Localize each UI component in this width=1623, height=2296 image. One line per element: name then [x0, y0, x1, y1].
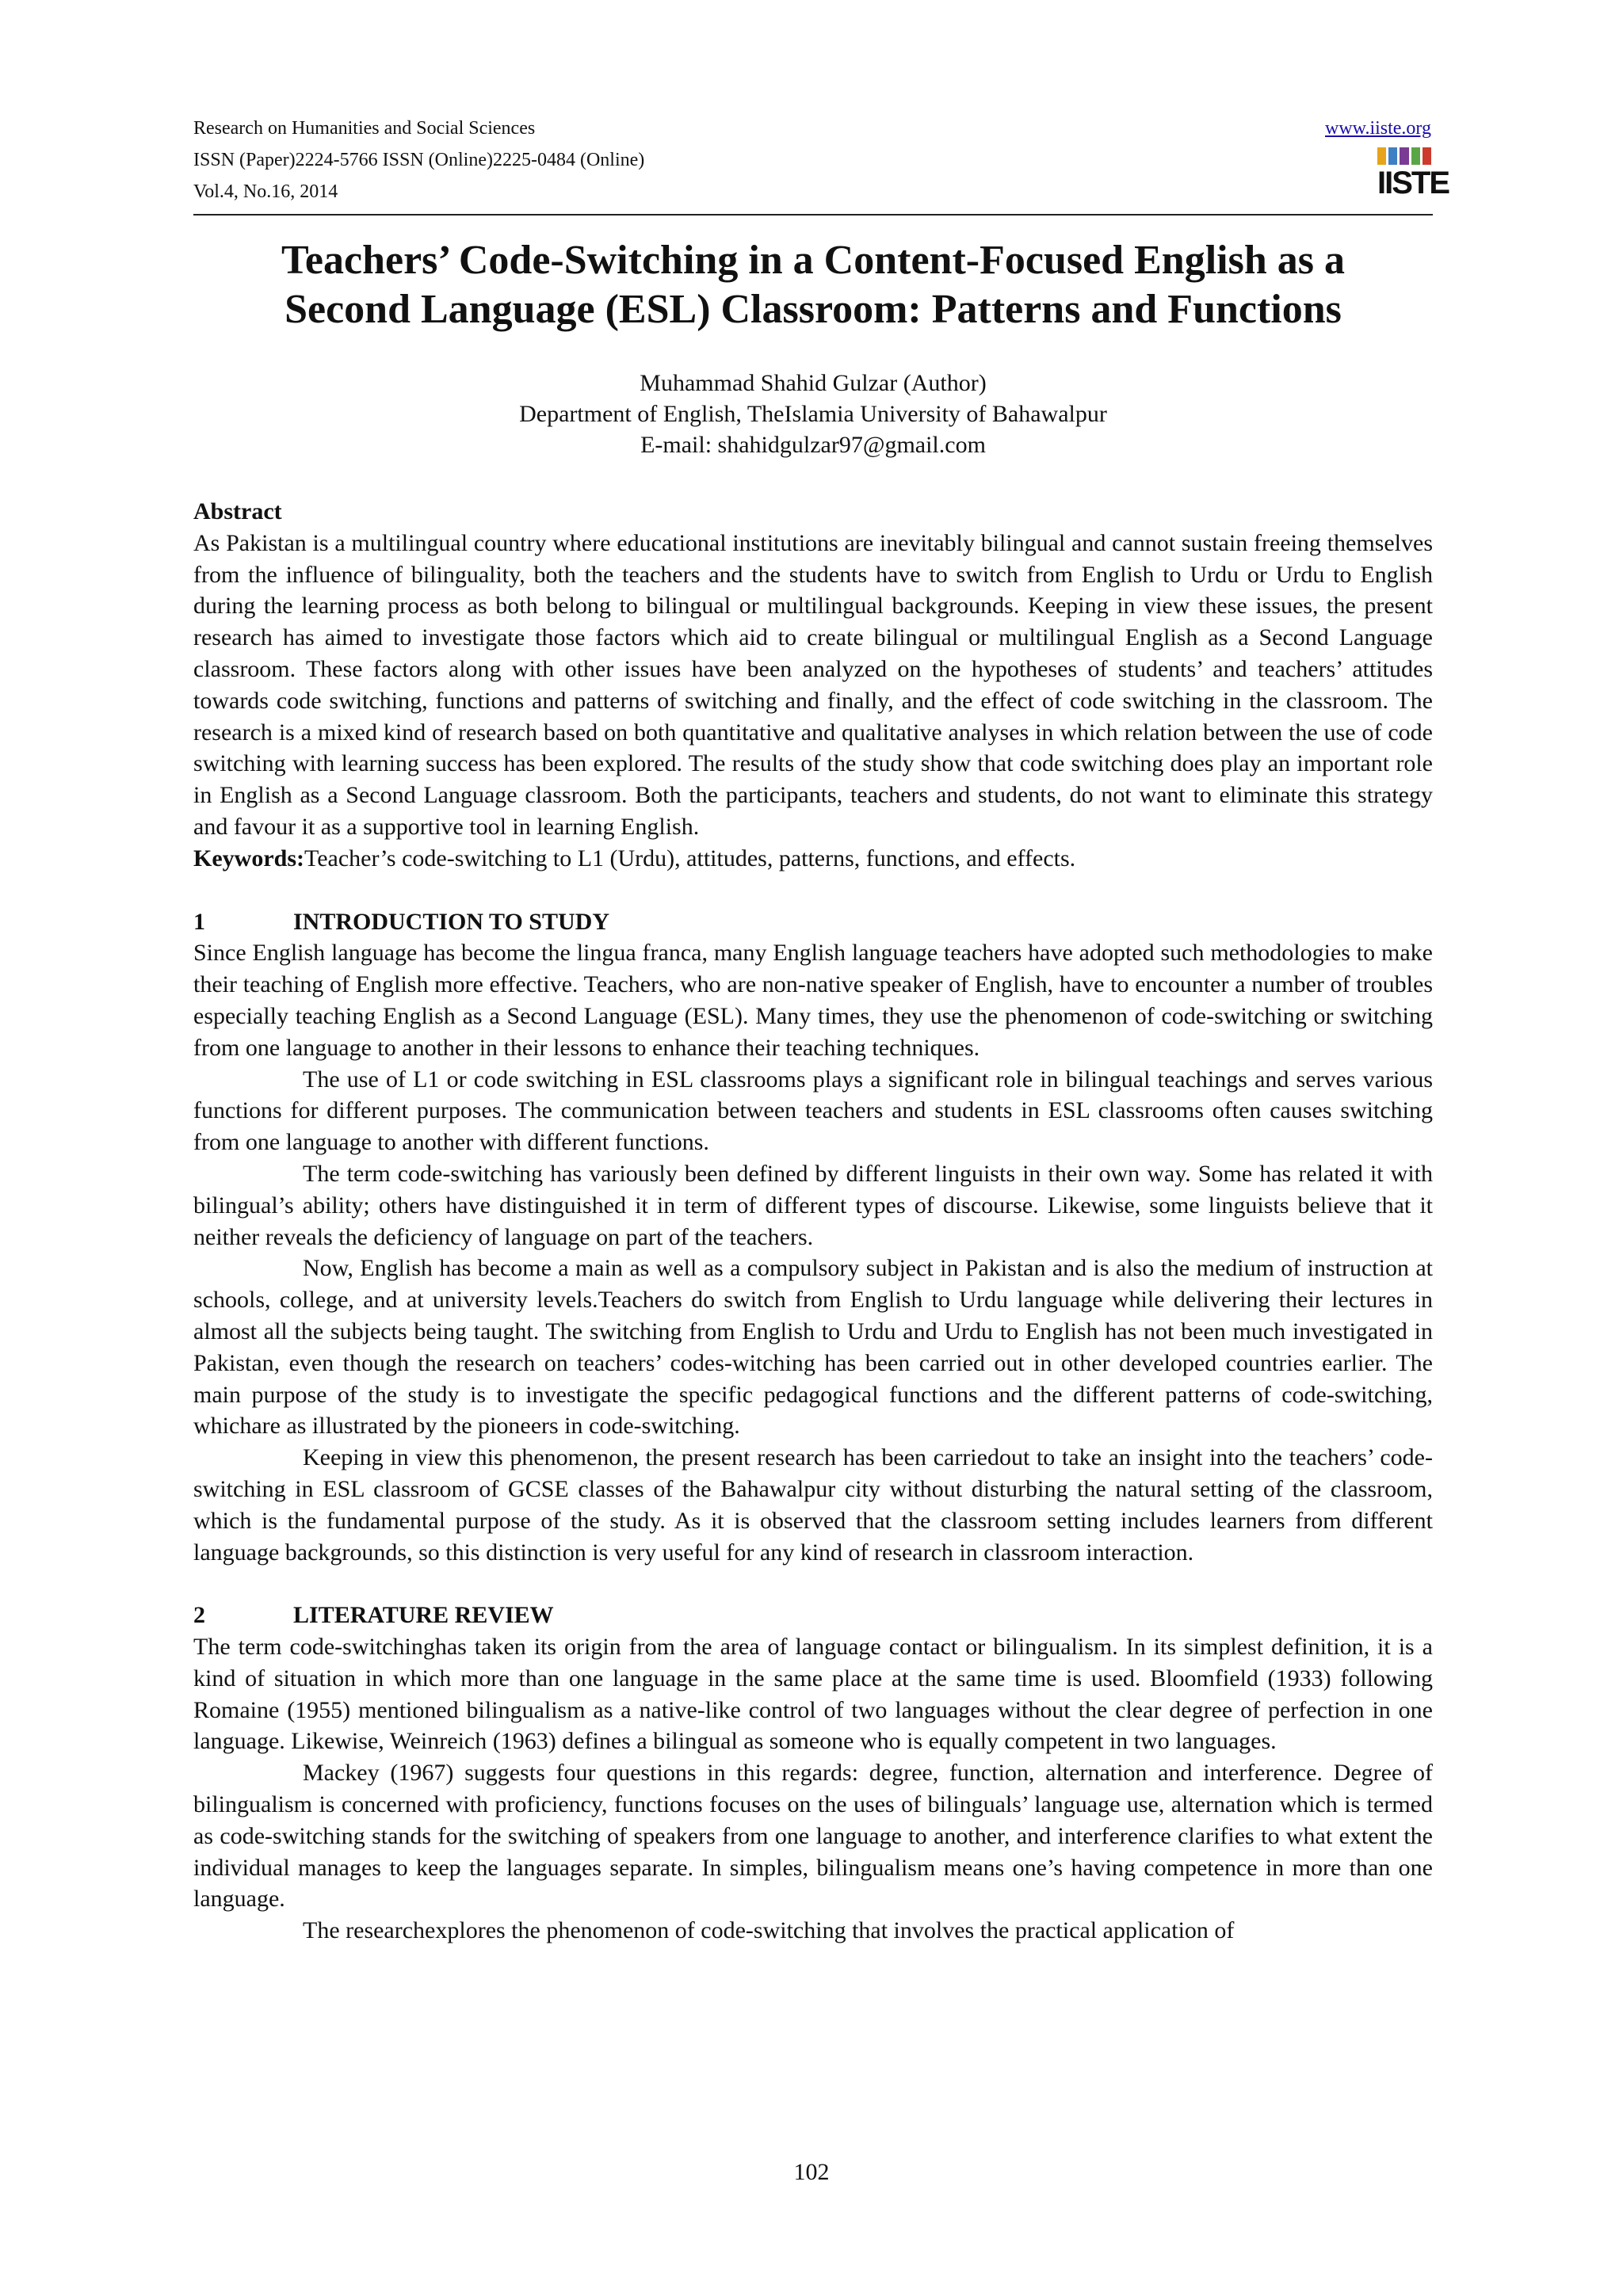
title-line-2: Second Language (ESL) Classroom: Patterns and Functions [285, 287, 1342, 332]
iiste-logo [1377, 147, 1449, 203]
paragraph: Keeping in view this phenomenon, the present research has been carriedout to take an insight into the teachers’ code-switching in ESL classroom of GCSE classes of the Bahawalpur city without disturbing the natural setting of the classroom, which is the fundamental purpose of the study. As it is observed that the classroom setting includes learners from different language backgrounds, so this distinction is very useful for any kind of research in classroom interaction. [193, 1444, 1433, 1566]
main-content [193, 496, 1433, 1947]
section-heading-2 [193, 1600, 1433, 1631]
spacer [193, 1568, 1433, 1600]
paragraph: The researchexplores the phenomenon of code-switching that involves the practical application of [303, 1917, 1235, 1944]
paper-title [193, 236, 1433, 334]
section-number: 1 [193, 908, 205, 935]
section-heading-1 [193, 906, 1433, 938]
title-line-1: Teachers’ Code-Switching in a Content-Focused English as a [281, 238, 1345, 283]
logo-stripe [1400, 147, 1408, 165]
paragraph: Now, English has become a main as well as a compulsory subject in Pakistan and is also the medium of instruction at schools, college, and at university levels.Teachers do switch from English to Urdu language while delivering their lectures in almost all the subjects being taught. The switching from English to Urdu and Urdu to English has not been much investigated in Pakistan, even though the research on teachers’ codes-witching has been carried out in other developed countries earlier. The main purpose of the study is to investigate the specific pedagogical functions and the different patterns of code-switching, whichare as illustrated by the pioneers in code-switching. [193, 1255, 1433, 1440]
keywords-label: Keywords: [193, 845, 304, 871]
author-email: E-mail: shahidgulzar97@gmail.com [640, 432, 986, 458]
section-number: 2 [193, 1602, 205, 1629]
author-block [193, 368, 1433, 460]
journal-name: Research on Humanities and Social Sciences [193, 118, 536, 139]
abstract-text: As Pakistan is a multilingual country where educational institutions are inevitably bilingual and cannot sustain freeing themselves from the influence of bilinguality, both the teachers and the students have to switch from English to Urdu or Urdu to English during the learning process as both belong to bilingual or multilingual backgrounds. Keeping in view these issues, the present research has aimed to investigate those factors which aid to create bilingual or multilingual English as a Second Language classroom. These factors along with other issues have been analyzed on the hypotheses of students’ and teachers’ attitudes towards code switching, functions and patterns of switching and finally, and the effect of code switching in the classroom. The research is a mixed kind of research based on both quantitative and qualitative analyses in which relation between the use of code switching with learning success has been explored. The results of the study show that code switching does play an important role in English as a Second Language classroom. Both the participants, teachers and students, do not want to eliminate this strategy and favour it as a supportive tool in learning English. [193, 529, 1433, 840]
paragraph: The term code-switchinghas taken its origin from the area of language contact or bilingualism. In its simplest definition, it is a kind of situation in which more than one language in the same place at the same time is used. Bloomfield (1933) following Romaine (1955) mentioned bilingualism as a native-like control of two languages without the clear degree of perfection in one language. Likewise, Weinreich (1963) defines a bilingual as someone who is equally competent in two languages. [193, 1634, 1433, 1755]
header-rule [193, 214, 1433, 215]
logo-text: IISTE [1377, 166, 1449, 200]
keywords-line [193, 843, 1433, 875]
logo-stripe [1388, 147, 1397, 165]
journal-url-link[interactable]: www.iiste.org [1325, 118, 1431, 139]
section-title: LITERATURE REVIEW [293, 1602, 554, 1629]
logo-stripe [1411, 147, 1420, 165]
volume-line: Vol.4, No.16, 2014 [193, 181, 338, 202]
paragraph: The term code-switching has variously been defined by different linguists in their own way. Some has related it with bilingual’s ability; others have distinguished it in term of different types of discourse. Likewise, some linguists believe that it neither reveals the deficiency of language on part of the teachers. [193, 1160, 1433, 1250]
abstract-label: Abstract [193, 498, 282, 524]
author-name: Muhammad Shahid Gulzar (Author) [640, 370, 987, 396]
paragraph: The use of L1 or code switching in ESL classrooms plays a significant role in bilingual teachings and serves various functions for different purposes. The communication between teachers and students in ESL classrooms often causes switching from one language to another with different functions. [193, 1066, 1433, 1156]
paragraph: Mackey (1967) suggests four questions in this regards: degree, function, alternation and interference. Degree of bilingualism is concerned with proficiency, functions focuses on the uses of bilinguals’ language use, alternation which is termed as code-switching stands for the switching of speakers from one language to another, and interference clarifies to what extent the individual manages to keep the languages separate. In simples, bilingualism means one’s having competence in more than one language. [193, 1760, 1433, 1913]
keywords-text: Teacher’s code-switching to L1 (Urdu), attitudes, patterns, functions, and effects. [304, 845, 1076, 871]
author-affiliation: Department of English, TheIslamia University of Bahawalpur [519, 401, 1107, 427]
logo-stripe [1377, 147, 1386, 165]
header-meta [193, 113, 644, 208]
section-title: INTRODUCTION TO STUDY [293, 908, 609, 935]
paragraph: Since English language has become the lingua franca, many English language teachers have adopted such methodologies to make their teaching of English more effective. Teachers, who are non-native speaker of English, have to encounter a number of troubles especially teaching English as a Second Language (ESL). Many times, they use the phenomenon of code-switching or switching from one language to another in their lessons to enhance their teaching techniques. [193, 940, 1433, 1061]
issn-line: ISSN (Paper)2224-5766 ISSN (Online)2225-0484 (Online) [193, 150, 645, 170]
logo-stripes [1377, 147, 1431, 165]
page-number: 102 [793, 2159, 830, 2185]
spacer [193, 875, 1433, 906]
logo-stripe [1423, 147, 1431, 165]
